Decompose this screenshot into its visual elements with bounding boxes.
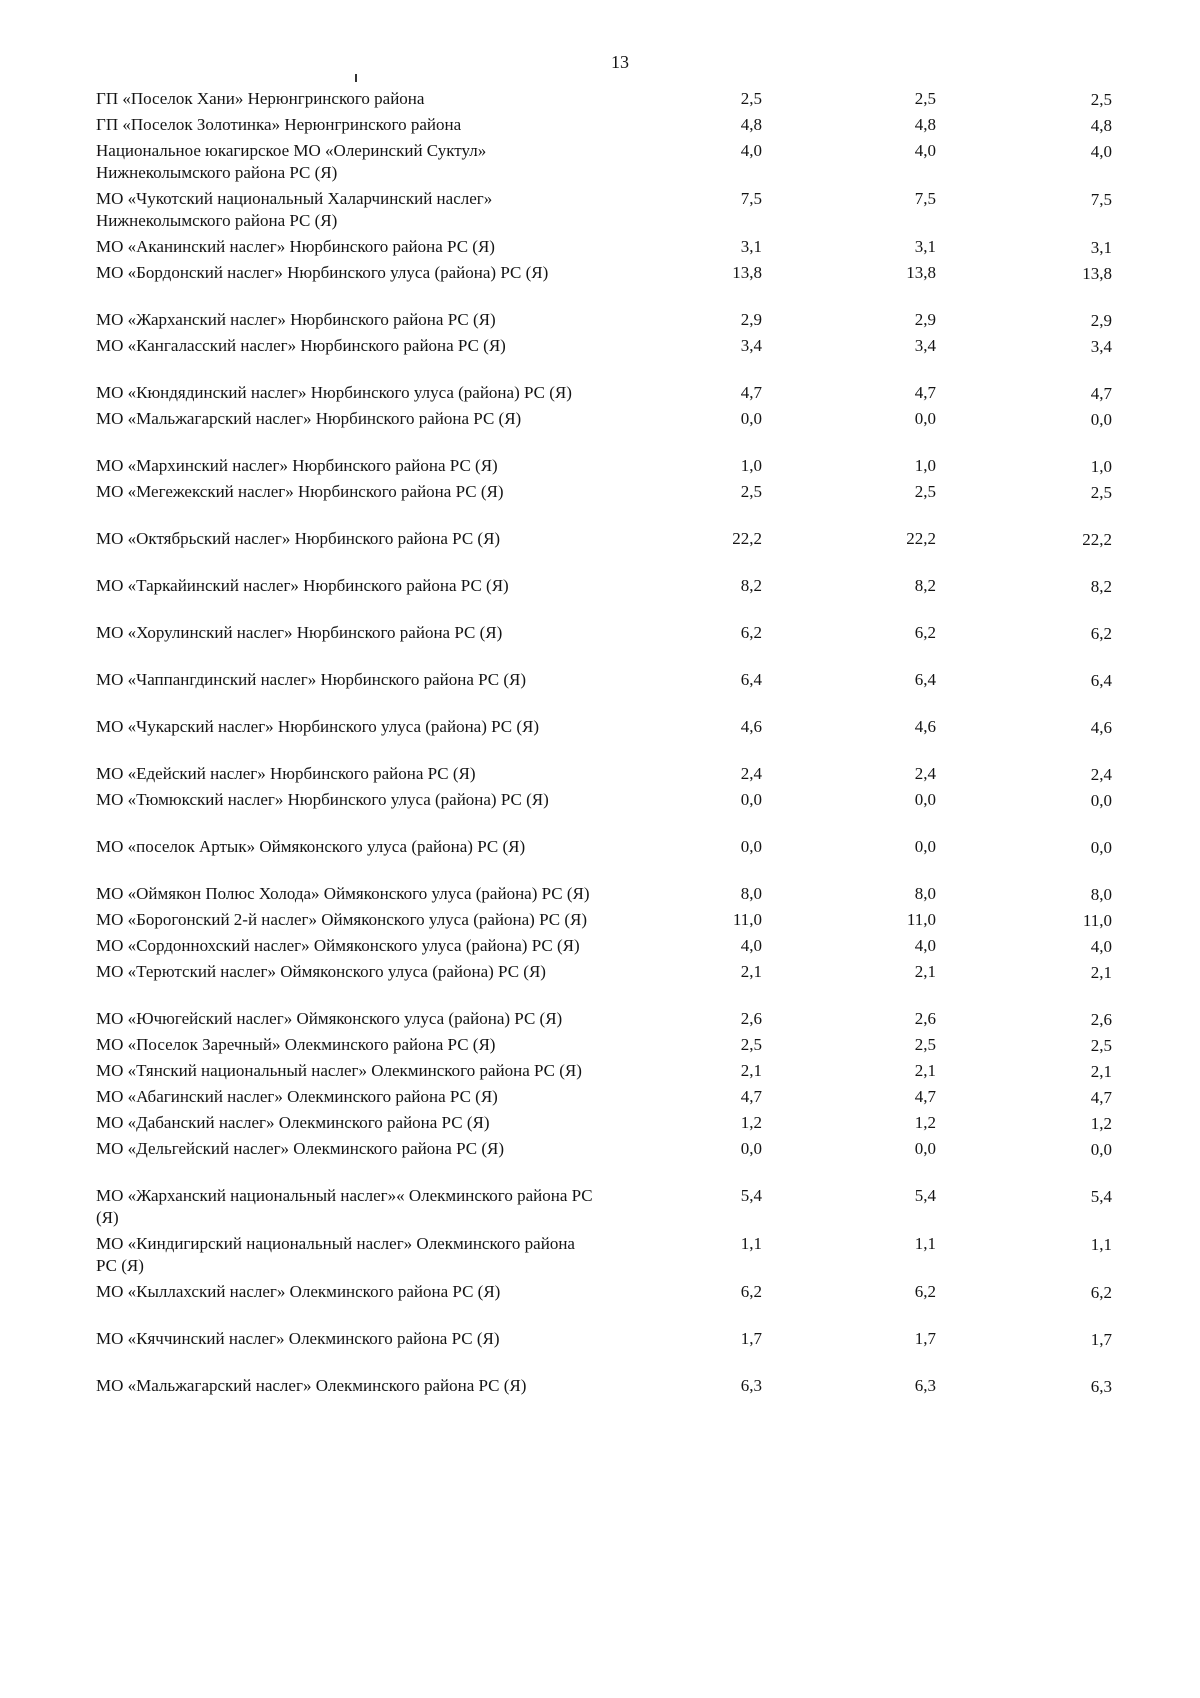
row-name: МО «Таркайинский наслег» Нюрбинского района РС (Я) xyxy=(96,576,509,595)
row-value-2: 0,0 xyxy=(914,409,936,428)
row-name: МО «Чукотский национальный Халарчинский наслег» Нижнеколымского района РС (Я) xyxy=(96,189,493,230)
row-value-1: 2,6 xyxy=(740,1009,762,1028)
row-value-2: 4,0 xyxy=(914,141,936,160)
row-name: МО «Терютский наслег» Оймяконского улуса (района) РС (Я) xyxy=(96,962,546,981)
table-row xyxy=(96,140,1116,184)
table-row xyxy=(96,1138,1116,1160)
row-value-2: 2,6 xyxy=(914,1009,936,1028)
table-row xyxy=(96,716,1116,738)
row-value-3: 4,8 xyxy=(1090,116,1112,135)
row-value-1: 3,4 xyxy=(740,336,762,355)
table-row xyxy=(96,1086,1116,1108)
row-name: МО «Чукарский наслег» Нюрбинского улуса (района) РС (Я) xyxy=(96,717,540,736)
row-name: МО «Чаппангдинский наслег» Нюрбинского района РС (Я) xyxy=(96,670,527,689)
table-row xyxy=(96,883,1116,905)
row-value-1: 4,7 xyxy=(740,1087,762,1106)
table-row xyxy=(96,1233,1116,1277)
table-row xyxy=(96,481,1116,503)
row-name: МО «Тюмюкский наслег» Нюрбинского улуса (района) РС (Я) xyxy=(96,790,549,809)
row-value-3: 6,2 xyxy=(1090,1283,1112,1302)
row-value-3: 8,0 xyxy=(1090,885,1112,904)
row-value-1: 1,2 xyxy=(740,1113,762,1132)
row-value-1: 6,3 xyxy=(740,1376,762,1395)
row-value-2: 4,8 xyxy=(914,115,936,134)
row-value-3: 8,2 xyxy=(1090,577,1112,596)
row-value-2: 13,8 xyxy=(906,263,936,282)
row-value-3: 1,2 xyxy=(1090,1114,1112,1133)
row-value-1: 1,7 xyxy=(740,1329,762,1348)
row-value-3: 2,5 xyxy=(1090,483,1112,502)
table-row xyxy=(96,114,1116,136)
row-value-3: 2,4 xyxy=(1090,765,1112,784)
data-table xyxy=(96,88,1116,1401)
row-value-3: 4,7 xyxy=(1090,384,1112,403)
row-value-2: 4,7 xyxy=(914,383,936,402)
table-row xyxy=(96,455,1116,477)
row-value-1: 3,1 xyxy=(740,237,762,256)
row-value-3: 2,5 xyxy=(1090,90,1112,109)
row-value-1: 0,0 xyxy=(740,790,762,809)
row-value-2: 6,2 xyxy=(914,1282,936,1301)
row-name: МО «Поселок Заречный» Олекминского района РС (Я) xyxy=(96,1035,496,1054)
scan-mark xyxy=(355,74,357,82)
table-row xyxy=(96,262,1116,284)
row-value-1: 11,0 xyxy=(732,910,762,929)
table-row xyxy=(96,188,1116,232)
row-value-3: 2,1 xyxy=(1090,963,1112,982)
row-value-1: 0,0 xyxy=(740,1139,762,1158)
row-value-1: 0,0 xyxy=(740,409,762,428)
row-value-3: 4,0 xyxy=(1090,937,1112,956)
row-name: ГП «Поселок Золотинка» Нерюнгринского района xyxy=(96,115,462,134)
table-row xyxy=(96,622,1116,644)
table-row xyxy=(96,528,1116,550)
table-row xyxy=(96,575,1116,597)
row-name: МО «Ючюгейский наслег» Оймяконского улуса (района) РС (Я) xyxy=(96,1009,563,1028)
row-name: МО «Сордоннохский наслег» Оймяконского улуса (района) РС (Я) xyxy=(96,936,580,955)
row-value-1: 7,5 xyxy=(740,189,762,208)
row-value-1: 4,7 xyxy=(740,383,762,402)
row-value-3: 11,0 xyxy=(1082,911,1112,930)
row-value-2: 4,6 xyxy=(914,717,936,736)
row-value-1: 2,9 xyxy=(740,310,762,329)
row-value-1: 6,2 xyxy=(740,1282,762,1301)
table-row xyxy=(96,1060,1116,1082)
row-name: МО «Хорулинский наслег» Нюрбинского района РС (Я) xyxy=(96,623,503,642)
row-value-3: 0,0 xyxy=(1090,410,1112,429)
row-value-2: 0,0 xyxy=(914,837,936,856)
row-value-1: 1,0 xyxy=(740,456,762,475)
row-name: МО «Мальжагарский наслег» Нюрбинского района РС (Я) xyxy=(96,409,522,428)
row-value-2: 8,2 xyxy=(914,576,936,595)
row-name: ГП «Поселок Хани» Нерюнгринского района xyxy=(96,89,425,108)
table-row xyxy=(96,789,1116,811)
table-row xyxy=(96,1328,1116,1350)
row-value-2: 6,3 xyxy=(914,1376,936,1395)
row-value-1: 4,0 xyxy=(740,936,762,955)
row-value-3: 6,4 xyxy=(1090,671,1112,690)
table-row xyxy=(96,669,1116,691)
row-value-3: 4,6 xyxy=(1090,718,1112,737)
row-value-1: 5,4 xyxy=(740,1186,762,1205)
row-value-1: 4,0 xyxy=(740,141,762,160)
row-name: МО «Кюндядинский наслег» Нюрбинского улуса (района) РС (Я) xyxy=(96,383,572,402)
row-value-1: 2,5 xyxy=(740,482,762,501)
row-value-3: 13,8 xyxy=(1082,264,1112,283)
row-value-3: 2,9 xyxy=(1090,311,1112,330)
row-name: МО «Киндигирский национальный наслег» Олекминского района РС (Я) xyxy=(96,1234,575,1275)
row-value-3: 0,0 xyxy=(1090,1140,1112,1159)
row-value-2: 3,4 xyxy=(914,336,936,355)
row-name: МО «Октябрьский наслег» Нюрбинского района РС (Я) xyxy=(96,529,501,548)
row-value-2: 2,5 xyxy=(914,1035,936,1054)
row-value-1: 2,5 xyxy=(740,1035,762,1054)
row-value-3: 1,7 xyxy=(1090,1330,1112,1349)
row-value-3: 4,0 xyxy=(1090,142,1112,161)
row-name: МО «Жарханский национальный наслег»« Олекминского района РС (Я) xyxy=(96,1186,593,1227)
row-value-2: 0,0 xyxy=(914,1139,936,1158)
row-name: МО «Мархинский наслег» Нюрбинского района РС (Я) xyxy=(96,456,498,475)
table-row xyxy=(96,1112,1116,1134)
table-row xyxy=(96,1281,1116,1303)
table-row xyxy=(96,836,1116,858)
row-name: МО «Дельгейский наслег» Олекминского района РС (Я) xyxy=(96,1139,505,1158)
row-value-2: 11,0 xyxy=(906,910,936,929)
row-value-2: 3,1 xyxy=(914,237,936,256)
table-row xyxy=(96,935,1116,957)
row-name: МО «Жарханский наслег» Нюрбинского района РС (Я) xyxy=(96,310,496,329)
row-value-3: 1,0 xyxy=(1090,457,1112,476)
row-name: Национальное юкагирское МО «Олеринский Суктул» Нижнеколымского района РС (Я) xyxy=(96,141,487,182)
row-value-2: 1,2 xyxy=(914,1113,936,1132)
page-number: 13 xyxy=(611,52,629,72)
table-row xyxy=(96,382,1116,404)
row-value-2: 1,0 xyxy=(914,456,936,475)
row-name: МО «Абагинский наслег» Олекминского района РС (Я) xyxy=(96,1087,498,1106)
row-value-1: 4,8 xyxy=(740,115,762,134)
row-value-3: 22,2 xyxy=(1082,530,1112,549)
row-value-3: 0,0 xyxy=(1090,838,1112,857)
row-value-1: 2,1 xyxy=(740,1061,762,1080)
row-value-3: 3,4 xyxy=(1090,337,1112,356)
row-value-3: 2,5 xyxy=(1090,1036,1112,1055)
row-name: МО «Мегежекский наслег» Нюрбинского района РС (Я) xyxy=(96,482,504,501)
row-name: МО «Борогонский 2-й наслег» Оймяконского улуса (района) РС (Я) xyxy=(96,910,587,929)
row-value-3: 2,1 xyxy=(1090,1062,1112,1081)
row-value-2: 2,1 xyxy=(914,1061,936,1080)
row-value-2: 4,0 xyxy=(914,936,936,955)
row-value-1: 6,4 xyxy=(740,670,762,689)
row-value-3: 6,2 xyxy=(1090,624,1112,643)
row-name: МО «Бордонский наслег» Нюрбинского улуса (района) РС (Я) xyxy=(96,263,549,282)
table-row xyxy=(96,961,1116,983)
table-row xyxy=(96,88,1116,110)
row-value-1: 6,2 xyxy=(740,623,762,642)
row-value-2: 2,5 xyxy=(914,482,936,501)
row-value-3: 2,6 xyxy=(1090,1010,1112,1029)
row-name: МО «Дабанский наслег» Олекминского района РС (Я) xyxy=(96,1113,490,1132)
row-value-2: 4,7 xyxy=(914,1087,936,1106)
row-value-1: 8,2 xyxy=(740,576,762,595)
table-row xyxy=(96,1034,1116,1056)
row-value-3: 0,0 xyxy=(1090,791,1112,810)
row-value-1: 0,0 xyxy=(740,837,762,856)
table-row xyxy=(96,1008,1116,1030)
row-value-3: 1,1 xyxy=(1090,1235,1112,1254)
row-value-2: 22,2 xyxy=(906,529,936,548)
row-name: МО «Кыллахский наслег» Олекминского района РС (Я) xyxy=(96,1282,501,1301)
row-value-1: 2,4 xyxy=(740,764,762,783)
table-row xyxy=(96,1185,1116,1229)
row-value-2: 0,0 xyxy=(914,790,936,809)
row-name: МО «Аканинский наслег» Нюрбинского района РС (Я) xyxy=(96,237,495,256)
table-row xyxy=(96,1375,1116,1397)
table-row xyxy=(96,335,1116,357)
row-value-3: 4,7 xyxy=(1090,1088,1112,1107)
row-name: МО «Кангаласский наслег» Нюрбинского района РС (Я) xyxy=(96,336,506,355)
row-value-1: 8,0 xyxy=(740,884,762,903)
row-value-2: 1,7 xyxy=(914,1329,936,1348)
table-row xyxy=(96,309,1116,331)
table-row xyxy=(96,763,1116,785)
row-name: МО «Едейский наслег» Нюрбинского района РС (Я) xyxy=(96,764,476,783)
row-name: МО «Кяччинский наслег» Олекминского района РС (Я) xyxy=(96,1329,500,1348)
row-value-2: 1,1 xyxy=(914,1234,936,1253)
row-value-2: 2,1 xyxy=(914,962,936,981)
row-value-2: 5,4 xyxy=(914,1186,936,1205)
row-name: МО «поселок Артык» Оймяконского улуса (района) РС (Я) xyxy=(96,837,526,856)
row-value-2: 6,2 xyxy=(914,623,936,642)
row-value-2: 6,4 xyxy=(914,670,936,689)
row-name: МО «Мальжагарский наслег» Олекминского района РС (Я) xyxy=(96,1376,527,1395)
row-value-1: 13,8 xyxy=(732,263,762,282)
row-value-2: 7,5 xyxy=(914,189,936,208)
row-value-3: 7,5 xyxy=(1090,190,1112,209)
row-value-3: 6,3 xyxy=(1090,1377,1112,1396)
row-value-1: 4,6 xyxy=(740,717,762,736)
table-row xyxy=(96,236,1116,258)
row-value-3: 3,1 xyxy=(1090,238,1112,257)
table-row xyxy=(96,909,1116,931)
row-value-2: 2,4 xyxy=(914,764,936,783)
row-value-1: 2,5 xyxy=(740,89,762,108)
row-name: МО «Тянский национальный наслег» Олекминского района РС (Я) xyxy=(96,1061,582,1080)
row-value-2: 2,5 xyxy=(914,89,936,108)
row-name: МО «Оймякон Полюс Холода» Оймяконского улуса (района) РС (Я) xyxy=(96,884,590,903)
row-value-1: 2,1 xyxy=(740,962,762,981)
row-value-1: 1,1 xyxy=(740,1234,762,1253)
row-value-1: 22,2 xyxy=(732,529,762,548)
row-value-2: 2,9 xyxy=(914,310,936,329)
row-value-3: 5,4 xyxy=(1090,1187,1112,1206)
table-row xyxy=(96,408,1116,430)
row-value-2: 8,0 xyxy=(914,884,936,903)
